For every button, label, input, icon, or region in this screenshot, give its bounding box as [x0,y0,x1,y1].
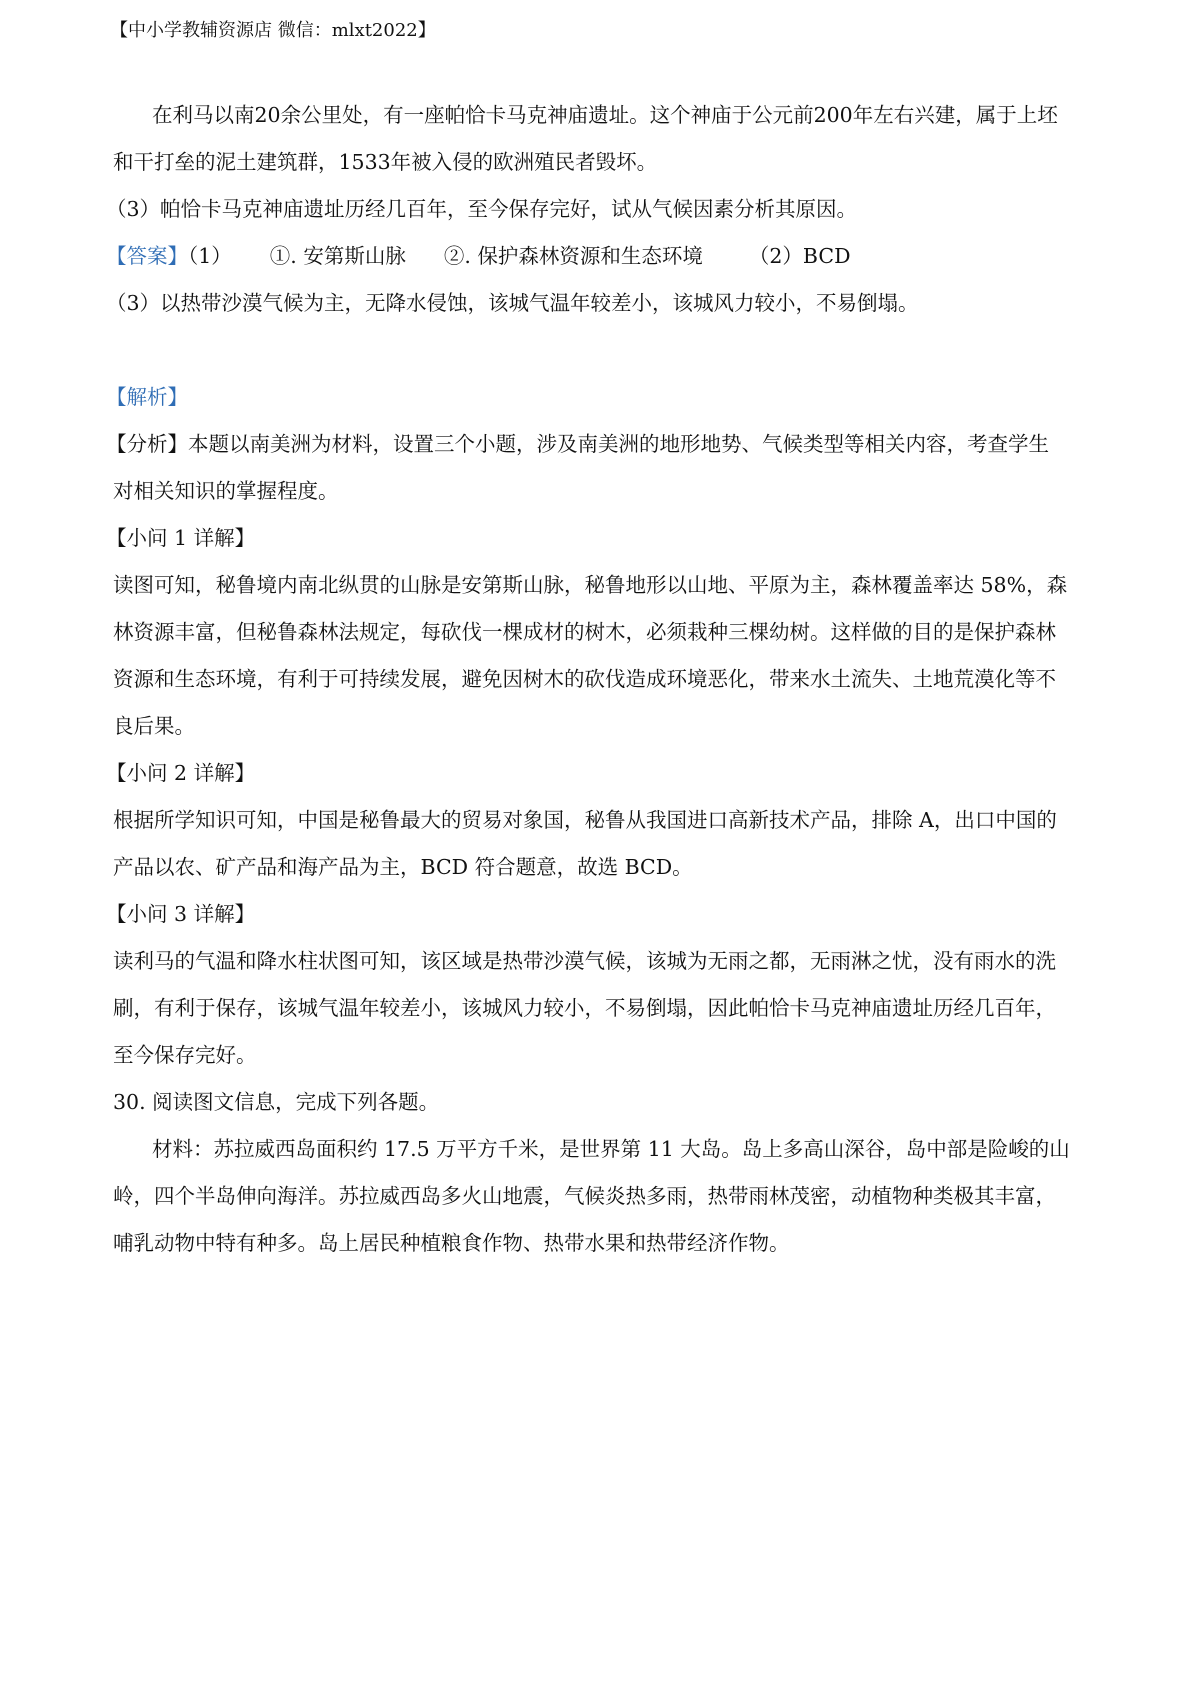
subquestion-2-text: 根据所学知识可知，中国是秘鲁最大的贸易对象国，秘鲁从我国进口高新技术产品，排除 A，出口中国的 [113,808,1057,832]
subquestion-1-text: 林资源丰富，但秘鲁森林法规定，每砍伐一棵成材的树木，必须栽种三棵幼树。这样做的目的是保护森林 [113,620,1056,644]
answer-part-3: （3）以热带沙漠气候为主，无降水侵蚀，该城气温年较差小，该城风力较小，不易倒塌。 [106,291,919,315]
answer-label: 【答案】 [106,244,188,268]
subquestion-3-title: 【小问 3 详解】 [106,902,256,926]
answer-part-1a: ①. 安第斯山脉 [269,244,406,268]
subquestion-3-text: 至今保存完好。 [113,1043,257,1067]
question-30-material: 材料：苏拉威西岛面积约 17.5 万平方千米，是世界第 11 大岛。岛上多高山深谷，岛中部是险峻的山 [152,1137,1070,1161]
subquestion-1-text: 读图可知，秘鲁境内南北纵贯的山脉是安第斯山脉，秘鲁地形以山地、平原为主，森林覆盖率达 58%，森 [113,573,1068,597]
subquestion-2-title: 【小问 2 详解】 [106,761,256,785]
analysis-summary: 对相关知识的掌握程度。 [113,479,339,503]
question-30-title: 30. 阅读图文信息，完成下列各题。 [113,1090,440,1114]
answer-part-1b: ②. 保护森林资源和生态环境 [443,244,703,268]
material-line: 和干打垒的泥土建筑群，1533年被入侵的欧洲殖民者毁坏。 [113,150,658,174]
material-line: 在利马以南20余公里处，有一座帕恰卡马克神庙遗址。这个神庙于公元前200年左右兴建，属于上坯 [152,103,1058,127]
question-30-material: 哺乳动物中特有种多。岛上居民种植粮食作物、热带水果和热带经济作物。 [113,1231,790,1255]
subquestion-2-text: 产品以农、矿产品和海产品为主，BCD 符合题意，故选 BCD。 [113,855,693,879]
analysis-summary: 【分析】本题以南美洲为材料，设置三个小题，涉及南美洲的地形地势、气候类型等相关内容，考查学生 [106,432,1049,456]
question-3: （3）帕恰卡马克神庙遗址历经几百年，至今保存完好，试从气候因素分析其原因。 [106,197,858,221]
subquestion-1-title: 【小问 1 详解】 [106,526,256,550]
subquestion-1-text: 良后果。 [113,714,195,738]
answer-part-2: （2）BCD [748,244,851,268]
subquestion-1-text: 资源和生态环境，有利于可持续发展，避免因树木的砍伐造成环境恶化，带来水土流失、土地荒漠化等不 [113,667,1056,691]
page-header: 【中小学教辅资源店 微信：mlxt2022】 [110,20,436,41]
question-30-material: 岭，四个半岛伸向海洋。苏拉威西岛多火山地震，气候炎热多雨，热带雨林茂密，动植物种类极其丰富， [113,1184,1056,1208]
answer-part-1: （1） [188,244,232,268]
answer-line [106,242,851,270]
analysis-label: 【解析】 [106,385,188,409]
subquestion-3-text: 刷，有利于保存，该城气温年较差小，该城风力较小，不易倒塌，因此帕恰卡马克神庙遗址历经几百年， [113,996,1056,1020]
subquestion-3-text: 读利马的气温和降水柱状图可知，该区域是热带沙漠气候，该城为无雨之都，无雨淋之忧，没有雨水的洗 [113,949,1056,973]
